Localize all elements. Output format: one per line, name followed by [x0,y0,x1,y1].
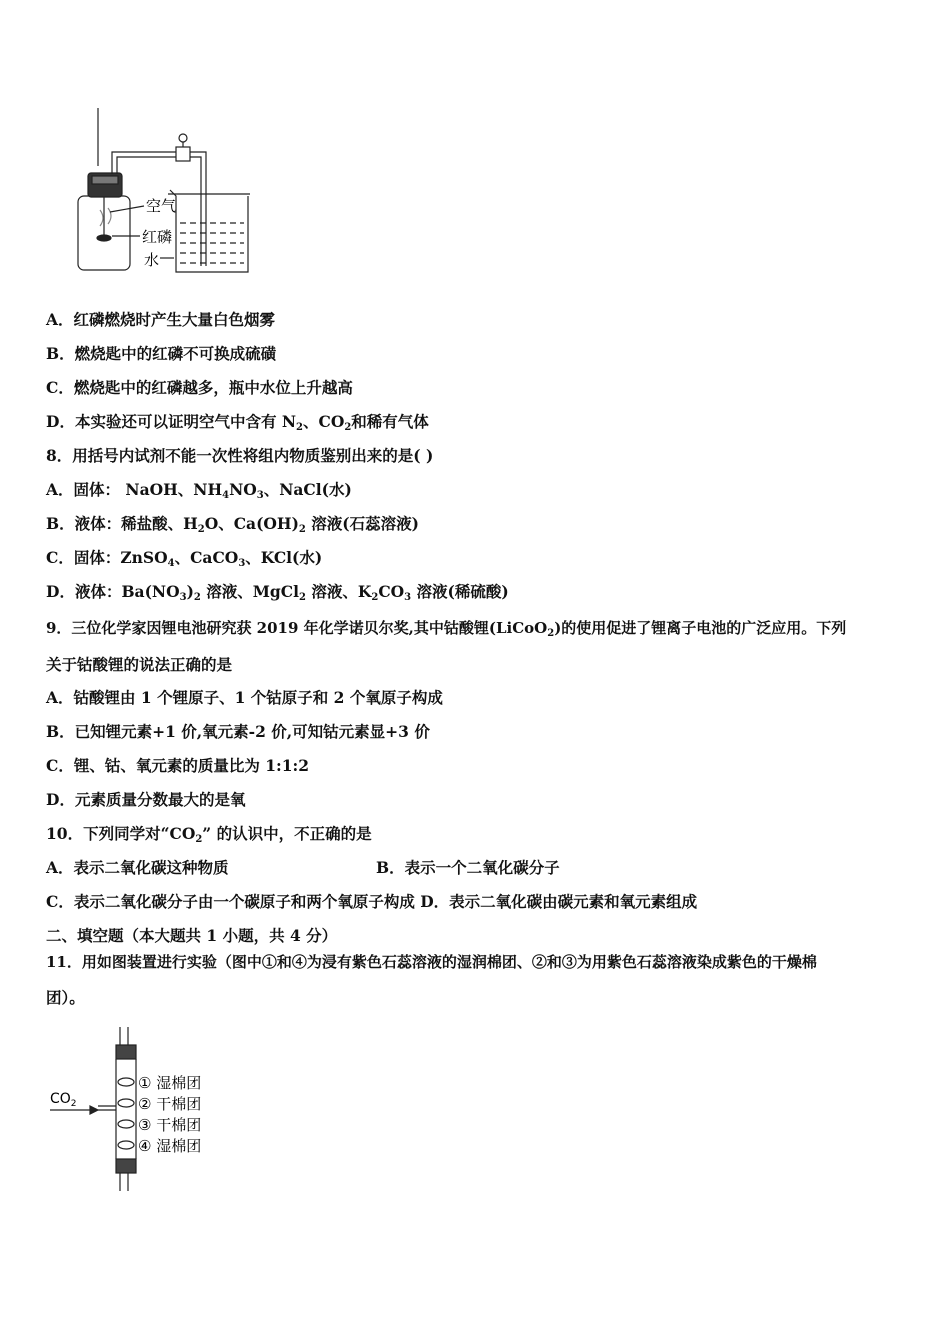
q7-option-d: D．本实验还可以证明空气中含有 $N_2$、$CO_2$和稀有气体 [46,412,429,433]
q9-stem-line1: 9．三位化学家因锂电池研究获 2019 年化学诺贝尔奖,其中钴酸锂(LiCoO$_2$)的使用促进了锂离子电池的广泛应用。下列 [46,619,847,639]
section-title: 二、填空题（本大题共 1 小题，共 4 分） [46,926,338,945]
q9-option-a: A．钴酸锂由 1 个锂原子、1 个钴原子和 2 个氧原子构成 [46,688,443,707]
q9-option-c: C．锂、钴、氧元素的质量比为 1:1:2 [46,756,310,775]
label-water: 水 [144,251,160,269]
q8-stem: 8．用括号内试剂不能一次性将组内物质鉴别出来的是( ) [46,446,434,465]
q10-option-b: B．表示一个二氧化碳分子 [376,858,560,877]
cotton-4-label: ④ 湿棉团 [138,1137,202,1155]
co2-label: $CO_2$ [50,1091,77,1109]
q8-option-c: C．固体：ZnSO$_4$、CaCO$_3$、KCl(水) [46,548,323,569]
air-experiment-figure [70,108,260,278]
cotton-1-label: ① 湿棉团 [138,1074,202,1092]
q8-option-d: D．液体：$Ba(NO_3)_2$ 溶液、MgCl$_2$ 溶液、$K_2CO_3$ 溶液(稀硫酸) [46,582,509,603]
q8-option-b: B．液体：稀盐酸、$H_2O$、$Ca(OH)_2$ 溶液(石蕊溶液) [46,514,419,535]
cotton-2-label: ② 干棉团 [138,1095,202,1113]
q7-option-c: C．燃烧匙中的红磷越多，瓶中水位上升越高 [46,378,353,397]
q9-stem-line2: 关于钴酸锂的说法正确的是 [46,655,233,674]
q7-option-a: A．红磷燃烧时产生大量白色烟雾 [46,310,276,329]
co2-tube-figure [46,1025,226,1195]
q9-option-d: D．元素质量分数最大的是氧 [46,790,246,809]
label-red-phosphorus: 红磷 [142,228,173,246]
q10-option-c-d: C．表示二氧化碳分子由一个碳原子和两个氧原子构成 D．表示二氧化碳由碳元素和氧元素组成 [46,892,698,911]
q8-option-a: A．固体： NaOH、$NH_4NO_3$、NaCl(水) [46,480,352,501]
q9-option-b: B．已知锂元素+1 价,氧元素-2 价,可知钴元素显+3 价 [46,722,430,741]
q10-stem: 10．下列同学对“$CO_2$” 的认识中，不正确的是 [46,824,372,845]
cotton-3-label: ③ 干棉团 [138,1116,202,1134]
q7-option-b: B．燃烧匙中的红磷不可换成硫磺 [46,344,277,363]
label-air: 空气 [146,197,177,215]
q11-stem-line2: 团）。 [46,988,85,1007]
q11-stem-line1: 11．用如图装置进行实验（图中①和④为浸有紫色石蕊溶液的湿润棉团、②和③为用紫色石蕊溶液染成紫色的干燥棉 [46,953,817,971]
q10-option-a: A．表示二氧化碳这种物质 [46,858,229,877]
